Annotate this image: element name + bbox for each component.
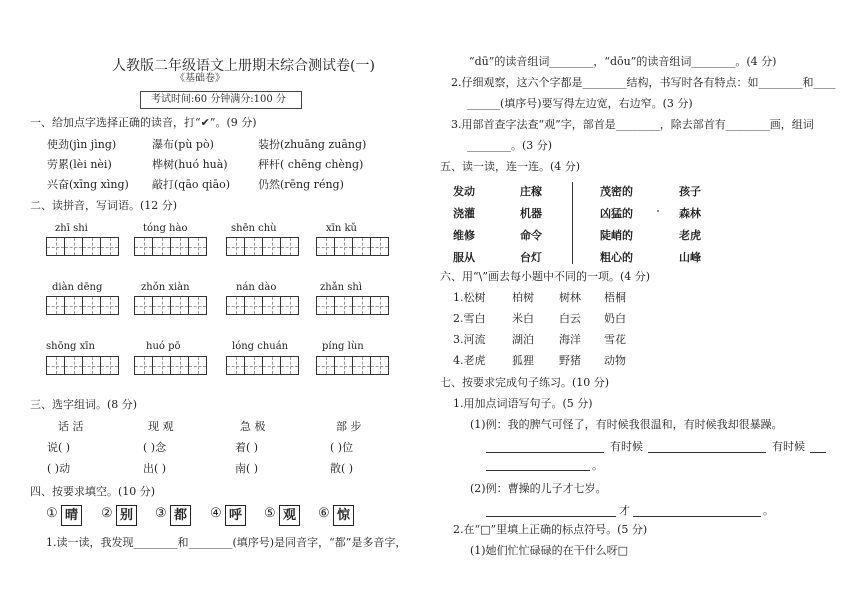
- answer-line[interactable]: [810, 452, 826, 453]
- stray-dot: [657, 210, 659, 212]
- divider-line: [572, 182, 573, 264]
- exam-info-box: 考试时间:60 分钟满分:100 分: [140, 91, 302, 109]
- boxed-char: [170, 504, 191, 526]
- q6-heading: 六、用“\”画去每小题中不同的一项。(4 分): [440, 270, 651, 283]
- pinyin-label: shēn chù: [231, 223, 277, 234]
- q6-item: 梧桐: [604, 291, 626, 304]
- q7-connector: 才: [619, 504, 630, 517]
- q4-item2: 2.仔细观察，这六个字都是________结构，书写时各有特点：如________和____: [451, 76, 836, 89]
- boxed-char-glyph: 观: [279, 505, 300, 526]
- fill-blank[interactable]: ( )位: [330, 441, 354, 454]
- sentence-period: 。: [592, 459, 603, 472]
- q1-option: 秤杆( chēng chèng): [258, 158, 364, 171]
- q1-option: 仍然(rēng réng): [258, 178, 344, 191]
- pinyin-label: nán dào: [236, 282, 277, 293]
- fill-blank[interactable]: 南( ): [235, 462, 259, 475]
- q7-heading: 七、按要求完成句子练习。(10 分): [440, 376, 610, 389]
- pinyin-label: lóng chuán: [232, 341, 289, 352]
- q7-sub2: 2.在“□”里填上正确的标点符号。(5 分): [453, 523, 648, 536]
- char-number: ①: [46, 506, 58, 521]
- sentence-period: 。: [763, 504, 774, 517]
- pinyin-label: zhǎn shì: [320, 282, 363, 293]
- match-noun: 庄稼: [520, 185, 542, 198]
- match-adjective: 凶猛的: [600, 207, 633, 220]
- q7-example3: (1)她们忙忙碌碌的在干什么呀□: [470, 544, 628, 557]
- page-title: 人教版二年级语文上册期末综合测试卷(一): [112, 58, 375, 74]
- q4-heading: 四、按要求填空。(10 分): [30, 485, 156, 498]
- q2-heading: 二、读拼音，写词语。(12 分): [30, 199, 178, 212]
- char-pair: 急 极: [240, 420, 266, 433]
- q6-item: 4.老虎: [453, 354, 486, 367]
- q6-item: 1.松树: [453, 291, 486, 304]
- q1-option: 劳累(lèi nèi): [47, 158, 112, 171]
- q7-example1: (1)例：我的脾气可怪了，有时候我很温和，有时候我却很暴躁。: [470, 418, 783, 431]
- boxed-char-glyph: 别: [116, 505, 137, 526]
- fill-blank[interactable]: 散( ): [330, 462, 354, 475]
- match-object: 森林: [679, 207, 701, 220]
- pinyin-label: huó pō: [146, 341, 181, 352]
- writing-boxes[interactable]: [134, 356, 206, 375]
- writing-boxes[interactable]: [316, 237, 388, 256]
- writing-boxes[interactable]: [226, 237, 298, 256]
- pinyin-label: diàn dēng: [52, 282, 103, 293]
- q1-option: 兴奋(xīng xìng): [47, 178, 129, 191]
- q1-option: 桦树(huó huà): [152, 158, 228, 171]
- char-pair: 现 观: [148, 420, 174, 433]
- fill-blank[interactable]: 着( ): [235, 441, 259, 454]
- q3-heading: 三、选字组词。(8 分): [30, 398, 138, 411]
- fill-blank[interactable]: ( )动: [47, 462, 71, 475]
- q7-example2: (2)例：曹操的儿子才七岁。: [470, 482, 607, 495]
- writing-boxes[interactable]: [134, 296, 206, 315]
- q1-option: 装扮(zhuāng zuāng): [258, 138, 367, 151]
- q6-item: 白云: [559, 312, 581, 325]
- page-subtitle: 《基础卷》: [175, 73, 225, 84]
- writing-boxes[interactable]: [134, 237, 206, 256]
- q4-item1-cont: “dū”的读音组词________，“dōu”的读音组词________。(4 分): [469, 55, 777, 68]
- q5-heading: 五、读一读，连一连。(4 分): [440, 160, 581, 173]
- fill-blank[interactable]: 说( ): [47, 441, 71, 454]
- q6-item: 树林: [559, 291, 581, 304]
- writing-boxes[interactable]: [46, 296, 118, 315]
- match-verb: 发动: [453, 185, 475, 198]
- writing-boxes[interactable]: [316, 296, 388, 315]
- match-adjective: 粗心的: [600, 251, 633, 264]
- match-noun: 台灯: [520, 251, 542, 264]
- fill-blank[interactable]: 出( ): [143, 462, 167, 475]
- char-number: ④: [210, 506, 222, 521]
- match-noun: 机器: [520, 207, 542, 220]
- q1-option: 瀑布(pù pò): [152, 138, 214, 151]
- match-verb: 浇灌: [453, 207, 475, 220]
- q4-item3-cont: ________。(3 分): [467, 139, 553, 152]
- q6-item: 湖泊: [512, 333, 534, 346]
- match-noun: 命令: [520, 229, 542, 242]
- answer-line[interactable]: [486, 470, 590, 471]
- pinyin-label: píng lùn: [322, 341, 364, 352]
- match-adjective: 茂密的: [600, 185, 633, 198]
- q7-connector: 有时候: [772, 440, 805, 453]
- boxed-char: [333, 504, 354, 526]
- q6-item: 2.雪白: [453, 312, 486, 325]
- q4-item3: 3.用部首查字法查“观”字，部首是________，除去部首有________画，组词: [451, 118, 814, 131]
- boxed-char-glyph: 惊: [333, 505, 354, 526]
- fill-blank[interactable]: ( )念: [143, 441, 167, 454]
- pinyin-label: tóng hào: [143, 223, 188, 234]
- q1-option: 使劲(jìn jìng): [47, 138, 117, 151]
- q6-item: 野猪: [559, 354, 581, 367]
- writing-boxes[interactable]: [316, 356, 388, 375]
- boxed-char-glyph: 都: [170, 505, 191, 526]
- boxed-char: [116, 504, 137, 526]
- q6-item: 海洋: [559, 333, 581, 346]
- answer-line[interactable]: [486, 516, 616, 517]
- q4-item1: 1.读一读，我发现________和________(填序号)是同音字，“都”是多音字，: [46, 536, 407, 549]
- pinyin-label: xīn kǔ: [326, 223, 357, 234]
- boxed-char-glyph: 晴: [61, 505, 82, 526]
- pinyin-label: zhī shi: [55, 223, 88, 234]
- match-verb: 维修: [453, 229, 475, 242]
- q1-option: 敲打(qāo qiāo): [152, 178, 231, 191]
- pinyin-label: shōng xīn: [46, 341, 95, 352]
- char-number: ⑤: [264, 506, 276, 521]
- char-pair: 部 步: [336, 420, 362, 433]
- writing-boxes[interactable]: [226, 296, 298, 315]
- boxed-char-glyph: 呼: [225, 505, 246, 526]
- boxed-char: [61, 504, 82, 526]
- q1-heading: 一、给加点字选择正确的读音，打“✔”。(9 分): [30, 116, 257, 129]
- answer-line[interactable]: [648, 452, 766, 453]
- match-adjective: 陡峭的: [600, 229, 633, 242]
- answer-line[interactable]: [486, 452, 604, 453]
- q7-connector: 有时候: [610, 440, 643, 453]
- match-object: 孩子: [679, 185, 701, 198]
- q6-item: 3.河流: [453, 333, 486, 346]
- q6-item: 动物: [604, 354, 626, 367]
- q4-item2-cont: ______(填序号)要写得左边宽，右边窄。(3 分): [467, 97, 693, 110]
- boxed-char: [279, 504, 300, 526]
- char-number: ⑥: [318, 506, 330, 521]
- q7-sub1: 1.用加点词语写句子。(5 分): [453, 397, 593, 410]
- q6-item: 狐狸: [512, 354, 534, 367]
- match-object: 山峰: [679, 251, 701, 264]
- char-pair: 话 活: [58, 420, 84, 433]
- q6-item: 柏树: [512, 291, 534, 304]
- q6-item: 奶白: [604, 312, 626, 325]
- match-object: 老虎: [679, 229, 701, 242]
- answer-line[interactable]: [633, 516, 761, 517]
- pinyin-label: zhǒn xiàn: [141, 282, 190, 293]
- q6-item: 雪花: [604, 333, 626, 346]
- writing-boxes[interactable]: [226, 356, 298, 375]
- boxed-char: [225, 504, 246, 526]
- char-number: ③: [155, 506, 167, 521]
- q6-item: 米白: [512, 312, 534, 325]
- writing-boxes[interactable]: [46, 356, 118, 375]
- match-verb: 服从: [453, 251, 475, 264]
- writing-boxes[interactable]: [46, 237, 118, 256]
- char-number: ②: [101, 506, 113, 521]
